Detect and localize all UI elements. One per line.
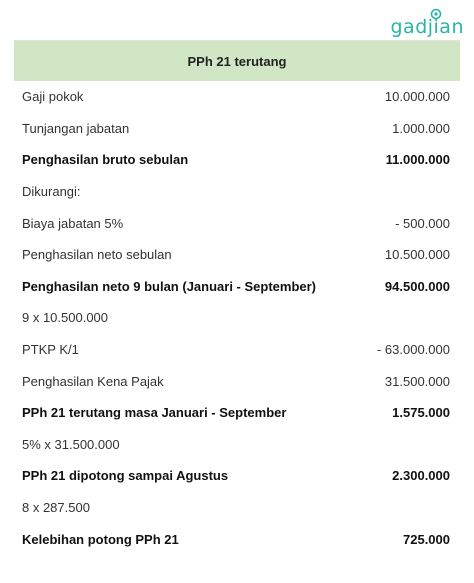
table-header: PPh 21 terutang — [14, 40, 460, 81]
table-row — [14, 397, 460, 429]
row-label: Penghasilan neto sebulan — [22, 247, 172, 263]
table-row — [14, 523, 460, 555]
table-row — [14, 492, 460, 524]
row-value: 94.500.000 — [384, 278, 450, 294]
row-value: - 500.000 — [395, 215, 450, 231]
row-value: 1.000.000 — [392, 120, 450, 136]
table-row — [14, 365, 460, 397]
logo-swirl-icon — [430, 8, 442, 20]
row-label: Dikurangi: — [22, 184, 81, 200]
table-row — [14, 113, 460, 145]
table-row — [14, 334, 460, 366]
row-value: 725.000 — [403, 531, 450, 547]
row-value: - 63.000.000 — [376, 342, 450, 358]
table-row — [14, 144, 460, 176]
row-label: Tunjangan jabatan — [22, 120, 130, 136]
table-row — [14, 176, 460, 208]
row-value: 11.000.000 — [385, 152, 450, 168]
row-value: 2.300.000 — [392, 468, 450, 484]
row-label: Penghasilan neto 9 bulan (Januari - September) — [22, 278, 317, 294]
row-label: Gaji pokok — [22, 89, 84, 105]
table-row — [14, 460, 460, 492]
gadjian-logo — [390, 9, 464, 37]
tax-calculation-table — [14, 40, 460, 555]
row-label: 5% x 31.500.000 — [22, 436, 120, 452]
row-label: Penghasilan Kena Pajak — [22, 373, 164, 389]
table-row — [14, 429, 460, 461]
table-row — [14, 81, 460, 113]
row-label: PPh 21 terutang masa Januari - September — [22, 405, 287, 421]
row-label: 8 x 287.500 — [22, 500, 90, 516]
table-row — [14, 271, 460, 303]
row-value: 10.000.000 — [384, 89, 450, 105]
table-row — [14, 239, 460, 271]
logo-text: gadjian — [390, 16, 464, 38]
row-label: Kelebihan potong PPh 21 — [22, 531, 179, 547]
table-row — [14, 302, 460, 334]
row-value: 31.500.000 — [384, 373, 450, 389]
table-body — [14, 81, 460, 555]
row-value: 1.575.000 — [392, 405, 450, 421]
row-label: PPh 21 dipotong sampai Agustus — [22, 468, 229, 484]
table-row — [14, 207, 460, 239]
row-label: Biaya jabatan 5% — [22, 215, 124, 231]
row-label: PTKP K/1 — [22, 342, 79, 358]
row-value: 10.500.000 — [384, 247, 450, 263]
row-label: 9 x 10.500.000 — [22, 310, 109, 326]
row-label: Penghasilan bruto sebulan — [22, 152, 189, 168]
